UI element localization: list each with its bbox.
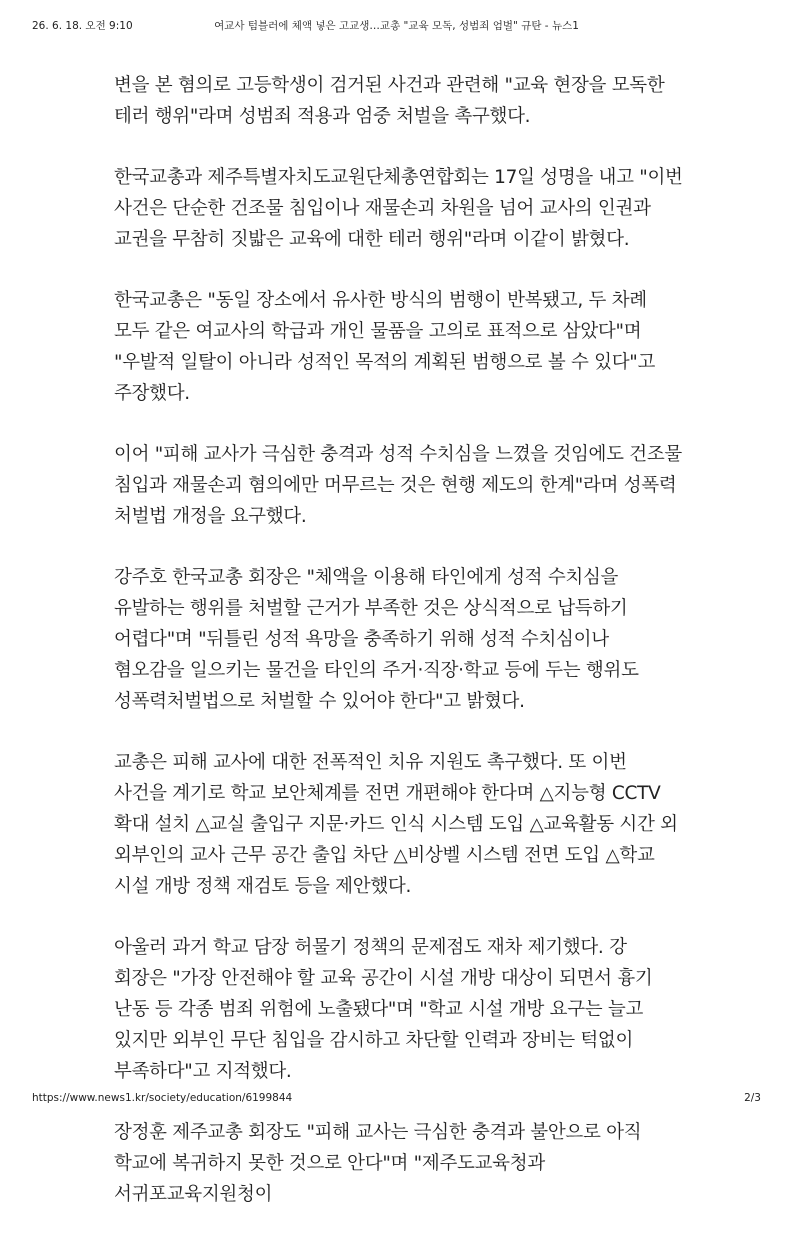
- print-footer: [32, 1090, 761, 1106]
- article-paragraph: 장정훈 제주교총 회장도 "피해 교사는 극심한 충격과 불안으로 아직 학교에 복귀하지 못한 것으로 안다"며 "제주도교육청과 서귀포교육지원청이: [114, 1122, 642, 1205]
- print-date: 26. 6. 18. 오전 9:10: [32, 20, 133, 32]
- print-header: [32, 18, 761, 34]
- print-url[interactable]: https://www.news1.kr/society/education/6199844: [32, 1092, 293, 1104]
- article-paragraph: 아울러 과거 학교 담장 허물기 정책의 문제점도 재차 제기했다. 강 회장은 "가장 안전해야 할 교육 공간이 시설 개방 대상이 되면서 흉기 난동 등 각종 범죄 위험에 노출됐다"며 "학교 시설 개방 요구는 늘고 있지만 외부인 무단 침입을 감시하고 차단할 인력과 장비는 턱없이 부족하다"고 지적했다.: [114, 937, 653, 1082]
- article-paragraph: 교총은 피해 교사에 대한 전폭적인 치유 지원도 촉구했다. 또 이번 사건을 계기로 학교 보안체계를 전면 개편해야 한다며 △지능형 CCTV 확대 설치 △교실 출입구 지문·카드 인식 시스템 도입 △교육활동 시간 외 외부인의 교사 근무 공간 출입 차단 △비상벨 시스템 전면 도입 △학교 시설 개방 정책 재검토 등을 제안했다.: [114, 752, 678, 897]
- article-paragraph: 한국교총은 "동일 장소에서 유사한 방식의 범행이 반복됐고, 두 차례 모두 같은 여교사의 학급과 개인 물품을 고의로 표적으로 삼았다"며 "우발적 일탈이 아니라 성적인 목적의 계획된 범행으로 볼 수 있다"고 주장했다.: [114, 290, 656, 404]
- article-body: [114, 70, 684, 1240]
- article-paragraph: 강주호 한국교총 회장은 "체액을 이용해 타인에게 성적 수치심을 유발하는 행위를 처벌할 근거가 부족한 것은 상식적으로 납득하기 어렵다"며 "뒤틀린 성적 욕망을 충족하기 위해 성적 수치심이나 혐오감을 일으키는 물건을 타인의 주거·직장·학교 등에 두는 행위도 성폭력처벌법으로 처벌할 수 있어야 한다"고 밝혔다.: [114, 567, 639, 712]
- page-number: 2/3: [744, 1092, 761, 1104]
- article-paragraph: 한국교총과 제주특별자치도교원단체총연합회는 17일 성명을 내고 "이번 사건은 단순한 건조물 침입이나 재물손괴 차원을 넘어 교사의 인권과 교권을 무참히 짓밟은 교육에 대한 테러 행위"라며 이같이 밝혔다.: [114, 167, 683, 250]
- article-paragraph: 변을 본 혐의로 고등학생이 검거된 사건과 관련해 "교육 현장을 모독한 테러 행위"라며 성범죄 적용과 엄중 처벌을 촉구했다.: [114, 75, 665, 127]
- article-paragraph: 이어 "피해 교사가 극심한 충격과 성적 수치심을 느꼈을 것임에도 건조물 침입과 재물손괴 혐의에만 머무르는 것은 현행 제도의 한계"라며 성폭력 처벌법 개정을 요구했다.: [114, 444, 682, 527]
- print-page-title: 여교사 텀블러에 체액 넣은 고교생…교총 "교육 모독, 성범죄 엄벌" 규탄 - 뉴스1: [214, 20, 579, 32]
